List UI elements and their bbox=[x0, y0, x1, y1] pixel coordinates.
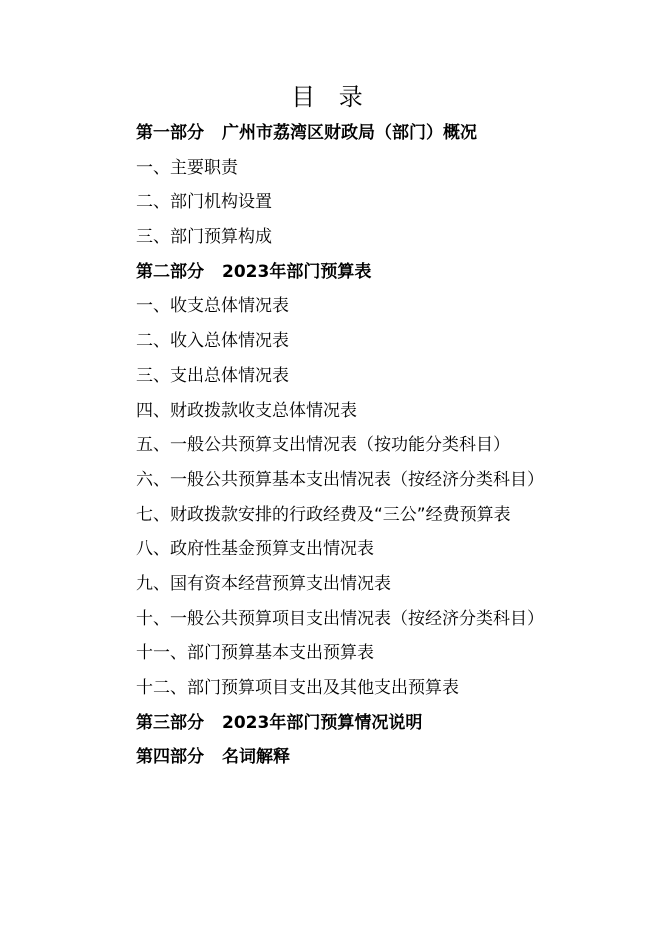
item-title: 一、收支总体情况表 bbox=[136, 296, 289, 317]
item-title: 九、国有资本经营预算支出情况表 bbox=[136, 573, 391, 594]
toc-item bbox=[136, 185, 636, 220]
toc-part-heading bbox=[136, 740, 636, 775]
item-title: 七、财政拨款安排的行政经费及“三公”经费预算表 bbox=[136, 504, 511, 525]
part-title: 2023年部门预算表 bbox=[222, 261, 372, 282]
item-title: 三、支出总体情况表 bbox=[136, 365, 289, 386]
part-title: 2023年部门预算情况说明 bbox=[222, 712, 423, 733]
item-title: 十二、部门预算项目支出及其他支出预算表 bbox=[136, 678, 459, 698]
toc-item bbox=[136, 151, 636, 186]
toc-part-heading bbox=[136, 255, 636, 290]
part-label: 第二部分 bbox=[136, 261, 204, 282]
toc-part-heading bbox=[136, 706, 636, 741]
toc-item bbox=[136, 671, 636, 706]
item-title: 二、收入总体情况表 bbox=[136, 331, 289, 352]
part-title: 广州市荔湾区财政局（部门）概况 bbox=[222, 123, 477, 143]
toc-item bbox=[136, 636, 636, 671]
toc-part-heading bbox=[136, 116, 636, 151]
part-label: 第三部分 bbox=[136, 712, 204, 733]
toc-item bbox=[136, 220, 636, 255]
toc-item bbox=[136, 463, 636, 498]
item-title: 六、一般公共预算基本支出情况表（按经济分类科目） bbox=[136, 469, 544, 490]
item-title: 二、部门机构设置 bbox=[136, 192, 272, 213]
item-title: 三、部门预算构成 bbox=[136, 227, 272, 248]
toc-item bbox=[136, 289, 636, 324]
item-title: 十一、部门预算基本支出预算表 bbox=[136, 643, 374, 664]
part-title: 名词解释 bbox=[222, 747, 290, 768]
part-label: 第一部分 bbox=[136, 123, 204, 143]
item-title: 四、财政拨款收支总体情况表 bbox=[136, 400, 357, 421]
toc-item bbox=[136, 602, 636, 637]
item-title: 八、政府性基金预算支出情况表 bbox=[136, 539, 374, 560]
item-title: 十、一般公共预算项目支出情况表（按经济分类科目） bbox=[136, 608, 544, 629]
toc-item bbox=[136, 359, 636, 394]
toc-item bbox=[136, 324, 636, 359]
toc-item bbox=[136, 567, 636, 602]
part-label: 第四部分 bbox=[136, 747, 204, 768]
toc-item bbox=[136, 532, 636, 567]
toc-item bbox=[136, 428, 636, 463]
toc-list bbox=[136, 116, 636, 775]
toc-item bbox=[136, 498, 636, 533]
item-title: 一、主要职责 bbox=[136, 157, 238, 178]
toc-item bbox=[136, 394, 636, 429]
toc-title: 目 录 bbox=[291, 83, 371, 111]
item-title: 五、一般公共预算支出情况表（按功能分类科目） bbox=[136, 435, 510, 456]
